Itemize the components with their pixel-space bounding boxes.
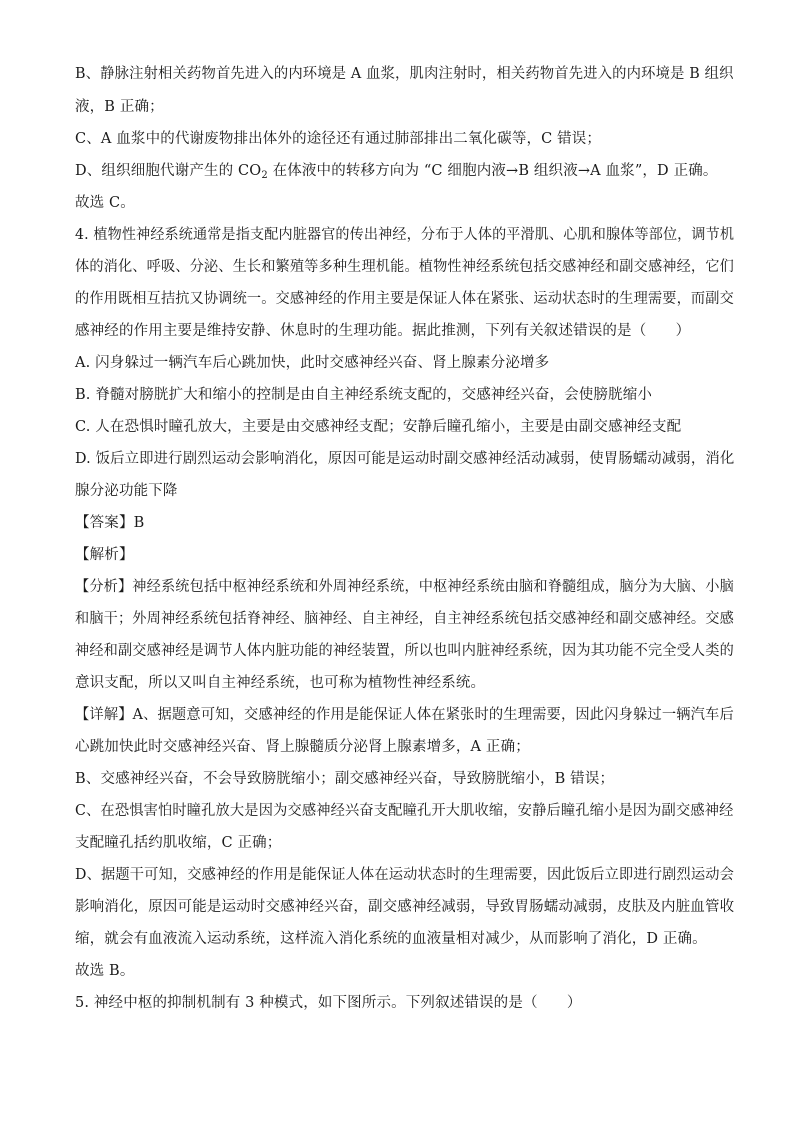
xiangjie-b: B、交感神经兴奋，不会导致膀胱缩小；副交感神经兴奋，导致膀胱缩小，B 错误； xyxy=(75,771,615,787)
fenxi-line-2: 和脑干；外周神经系统包括脊神经、脑神经、自主神经，自主神经系统包括交感神经和副交感神经。交感 xyxy=(75,611,734,627)
xiangjie-line-1 xyxy=(75,705,734,725)
q5-stem: 5. 神经中枢的抑制机制有 3 种模式，如下图所示。下列叙述错误的是（ ） xyxy=(75,995,582,1011)
fenxi-line-1 xyxy=(75,577,734,597)
answer-value: B xyxy=(133,515,145,531)
fenxi-line-4: 意识支配，所以又叫自主神经系统，也可称为植物性神经系统。 xyxy=(75,675,486,691)
q4-answer xyxy=(75,513,144,533)
xiangjie-d-line-3: 缩，就会有血液流入运动系统，这样流入消化系统的血液量相对减少，从而影响了消化，D 正确。 xyxy=(75,931,707,947)
fenxi-text-1: 神经系统包括中枢神经系统和外周神经系统，中枢神经系统由脑和脊髓组成，脑分为大脑、小脑 xyxy=(132,579,734,595)
prev-option-d-pre: D、组织细胞代谢产生的 CO xyxy=(75,163,262,179)
xiangjie-d-line-2: 影响消化，原因可能是运动时交感神经兴奋，副交感神经减弱，导致胃肠蠕动减弱，皮肤及内脏血管收 xyxy=(75,899,735,915)
q4-stem-line-3: 的作用既相互拮抗又协调统一。交感神经的作用主要是保证人体在紧张、运动状态时的生理需要，而副交 xyxy=(75,291,734,307)
fenxi-line-3: 神经和副交感神经是调节人体内脏功能的神经装置，所以也叫内脏神经系统，因为其功能不完全受人类的 xyxy=(75,643,734,659)
q4-option-d-line-2: 腺分泌功能下降 xyxy=(75,483,178,499)
prev-option-c: C、A 血浆中的代谢废物排出体外的途径还有通过肺部排出二氧化碳等，C 错误； xyxy=(75,131,602,147)
prev-conclusion: 故选 C。 xyxy=(75,195,135,211)
prev-option-d xyxy=(75,161,718,181)
q4-stem-line-2: 体的消化、呼吸、分泌、生长和繁殖等多种生理机能。植物性神经系统包括交感神经和副交感神经，它们 xyxy=(75,259,734,275)
analysis-label: 【解析】 xyxy=(75,547,134,563)
fenxi-label: 【分析】 xyxy=(75,579,133,595)
xiangjie-a-text-1: A、据题意可知，交感神经的作用是能保证人体在紧张时的生理需要，因此闪身躲过一辆汽车后 xyxy=(132,707,734,723)
q4-option-d-line-1: D. 饭后立即进行剧烈运动会影响消化，原因可能是运动时副交感神经活动减弱，使胃肠蠕动减弱，消化 xyxy=(75,451,735,467)
answer-label: 【答案】 xyxy=(75,515,134,531)
prev-option-b-line-1: B、静脉注射相关药物首先进入的内环境是 A 血浆，肌肉注射时，相关药物首先进入的内环境是 B 组织 xyxy=(75,66,734,82)
q4-stem-line-1: 4. 植物性神经系统通常是指支配内脏器官的传出神经，分布于人体的平滑肌、心肌和腺体等部位，调节机 xyxy=(75,227,735,243)
prev-option-d-post: 在体液中的转移方向为 “C 细胞内液→B 组织液→A 血浆”，D 正确。 xyxy=(267,163,718,179)
co2-subscript: 2 xyxy=(261,170,268,181)
q4-option-c: C. 人在恐惧时瞳孔放大，主要是由交感神经支配；安静后瞳孔缩小，主要是由副交感神经支配 xyxy=(75,419,682,435)
q4-option-b: B. 脊髓对膀胱扩大和缩小的控制是由自主神经系统支配的，交感神经兴奋，会使膀胱缩小 xyxy=(75,387,653,403)
xiangjie-a-line-2: 心跳加快此时交感神经兴奋、肾上腺髓质分泌肾上腺素增多，A 正确； xyxy=(75,739,530,755)
q4-option-a: A. 闪身躲过一辆汽车后心跳加快，此时交感神经兴奋、肾上腺素分泌增多 xyxy=(75,355,550,371)
prev-option-b-line-2: 液，B 正确； xyxy=(75,99,164,115)
xiangjie-c-line-2: 支配瞳孔括约肌收缩，C 正确； xyxy=(75,835,282,851)
xiangjie-label: 【详解】 xyxy=(75,707,133,723)
xiangjie-d-line-1: D、据题干可知，交感神经的作用是能保证人体在运动状态时的生理需要，因此饭后立即进行剧烈运动会 xyxy=(75,867,735,883)
q4-conclusion: 故选 B。 xyxy=(75,963,135,979)
q4-stem-line-4: 感神经的作用主要是维持安静、休息时的生理功能。据此推测，下列有关叙述错误的是（ ） xyxy=(75,323,691,339)
xiangjie-c-line-1: C、在恐惧害怕时瞳孔放大是因为交感神经兴奋支配瞳孔开大肌收缩，安静后瞳孔缩小是因为副交感神经 xyxy=(75,803,734,819)
